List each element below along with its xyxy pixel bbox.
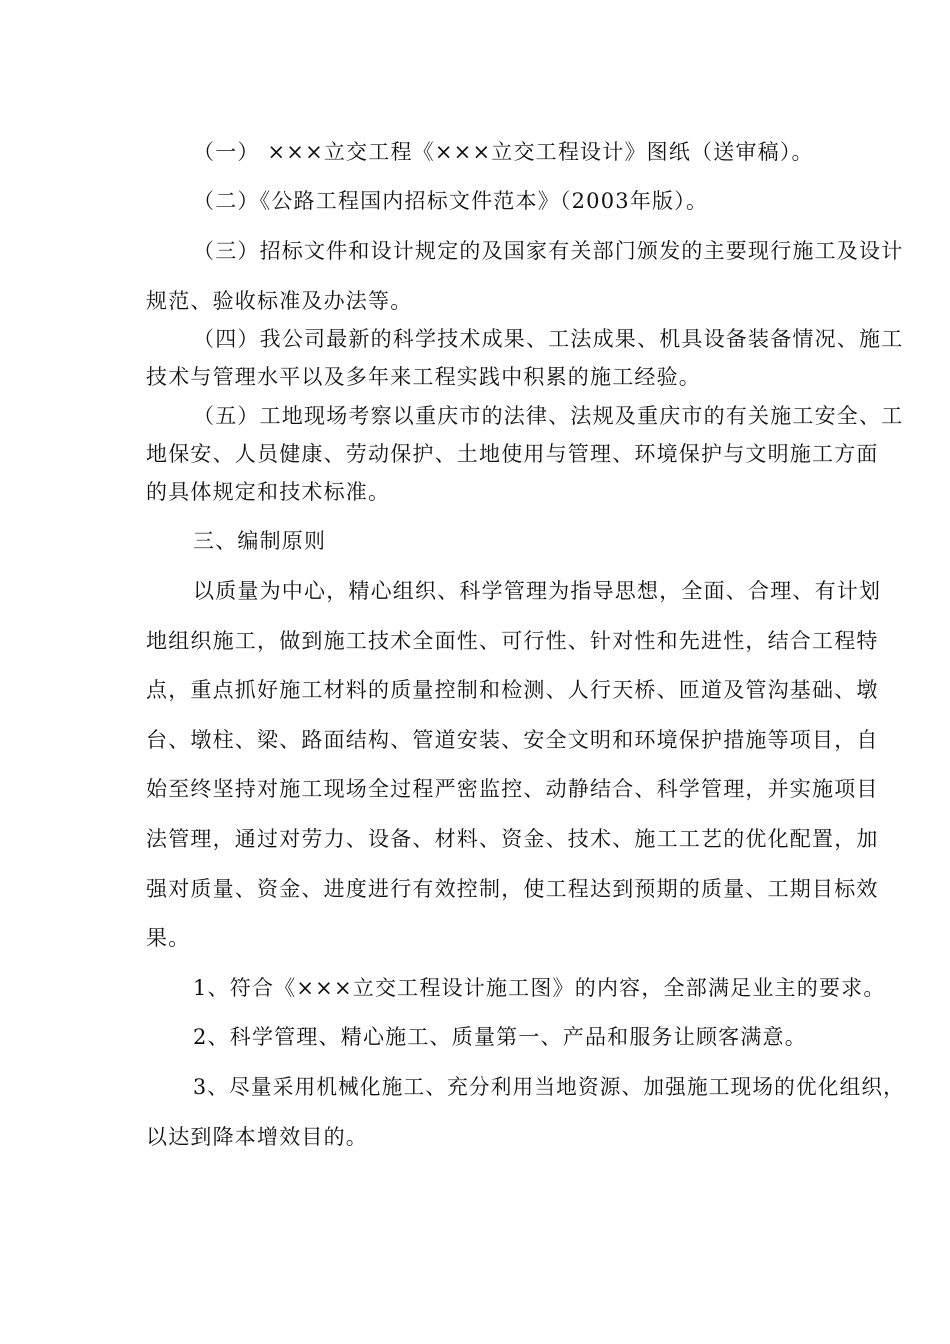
text-line: 地保安、人员健康、劳动保护、土地使用与管理、环境保护与文明施工方面 <box>146 442 879 466</box>
text-line: 点，重点抓好施工材料的质量控制和检测、人行天桥、匝道及管沟基础、墩 <box>146 678 879 702</box>
text-line: 果。 <box>146 926 191 950</box>
text-line: 台、墩柱、梁、路面结构、管道安装、安全文明和环境保护措施等项目，自 <box>146 728 879 752</box>
list-item: 2、科学管理、精心施工、质量第一、产品和服务让顾客满意。 <box>193 1025 807 1049</box>
text-line: （一） ×××立交工程《×××立交工程设计》图纸（送审稿）。 <box>193 140 814 164</box>
text-line: （四）我公司最新的科学技术成果、工法成果、机具设备装备情况、施工 <box>193 327 904 351</box>
text-line: （二）《公路工程国内招标文件范本》（2003年版）。 <box>193 189 709 213</box>
text-line: （五）工地现场考察以重庆市的法律、法规及重庆市的有关施工安全、工 <box>193 404 904 428</box>
text-line: 强对质量、资金、进度进行有效控制，使工程达到预期的质量、工期目标效 <box>146 877 879 901</box>
text-line: 以质量为中心，精心组织、科学管理为指导思想，全面、合理、有计划 <box>193 579 882 603</box>
text-line: 技术与管理水平以及多年来工程实践中积累的施工经验。 <box>146 365 701 389</box>
text-line: （三）招标文件和设计规定的及国家有关部门颁发的主要现行施工及设计 <box>193 239 904 263</box>
list-item: 3、尽量采用机械化施工、充分利用当地资源、加强施工现场的优化组织， <box>193 1075 905 1099</box>
section-heading: 三、编制原则 <box>193 529 327 553</box>
text-line: 法管理，通过对劳力、设备、材料、资金、技术、施工工艺的优化配置，加 <box>146 827 879 851</box>
list-item: 1、符合《×××立交工程设计施工图》的内容，全部满足业主的要求。 <box>193 976 886 1000</box>
text-line: 始至终坚持对施工现场全过程严密监控、动静结合、科学管理，并实施项目 <box>146 777 879 801</box>
text-line: 规范、验收标准及办法等。 <box>146 289 413 313</box>
text-line: 地组织施工，做到施工技术全面性、可行性、针对性和先进性，结合工程特 <box>146 629 879 653</box>
text-line: 的具体规定和技术标准。 <box>146 480 391 504</box>
text-line: 以达到降本增效目的。 <box>146 1125 368 1149</box>
